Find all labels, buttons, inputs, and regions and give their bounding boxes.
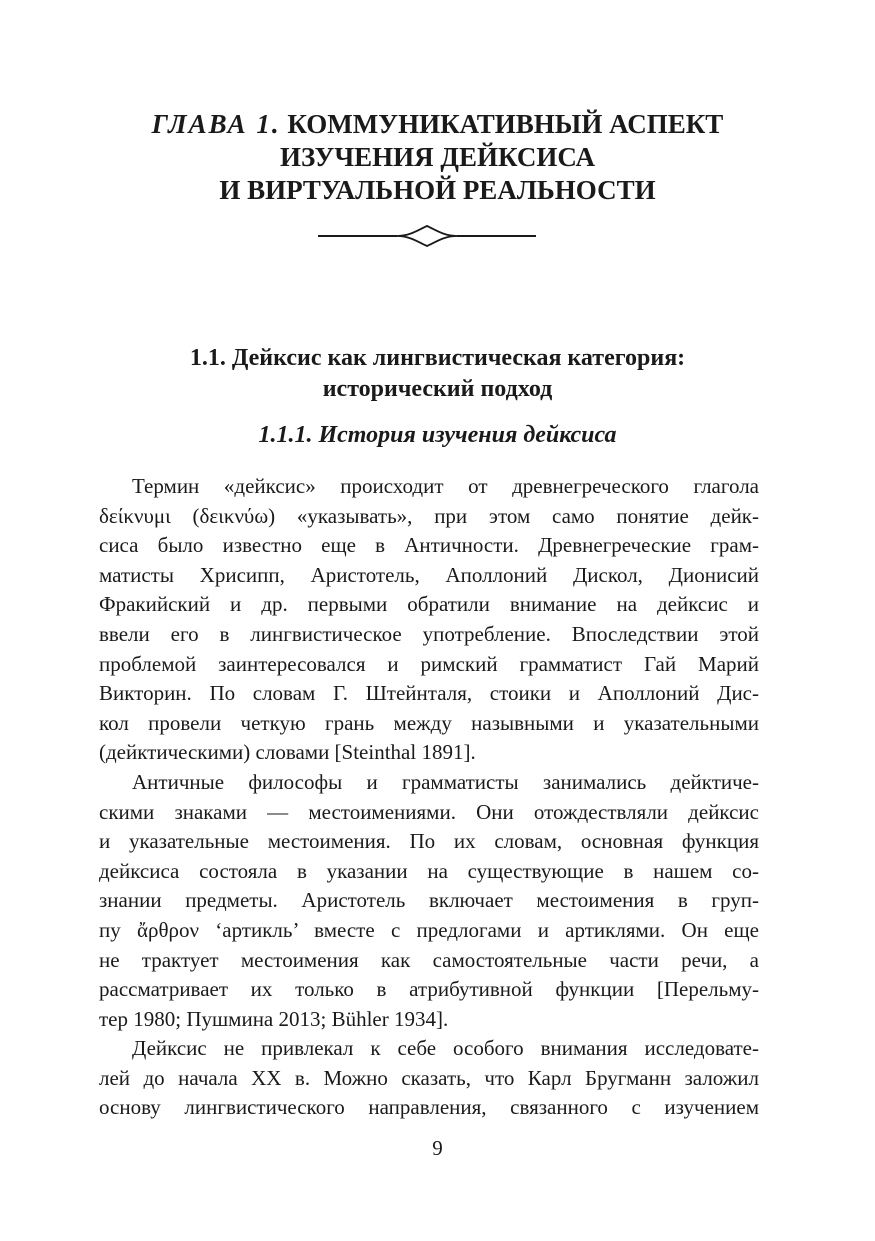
text-line: (дейктическими) словами [Steinthal 1891].	[99, 740, 476, 765]
text-line: скими знаками — местоимениями. Они отождествляли дейксис	[99, 799, 759, 824]
text-line: Термин «дейксис» происходит от древнегреческого глагола	[132, 474, 759, 498]
chapter-title-line-2: ИЗУЧЕНИЯ ДЕЙКСИСА	[279, 142, 596, 172]
text-line: дейксиса состояла в указании на существующие в нашем со-	[99, 858, 759, 883]
text-line: лей до начала XX в. Можно сказать, что Карл Бругманн заложил	[99, 1065, 759, 1090]
text-line: δείκνυμι (δεικνύω) «указывать», при этом само понятие дейк-	[99, 503, 759, 528]
text-line: и указательные местоимения. По их словам, основная функция	[99, 829, 759, 854]
chapter-heading-line-1	[0, 108, 875, 141]
chapter-title-line-3: И ВИРТУАЛЬНОЙ РЕАЛЬНОСТИ	[219, 175, 656, 205]
text-line: не трактует местоимения как самостоятельные части речи, а	[99, 947, 759, 972]
section-title-line-2: исторический подход	[322, 376, 553, 402]
ornament-divider	[318, 224, 536, 248]
paragraph	[99, 472, 759, 768]
text-line: рассматривает их только в атрибутивной функции [Перельму-	[99, 977, 759, 1002]
body-text	[99, 472, 759, 1123]
text-line: матисты Хрисипп, Аристотель, Аполлоний Дискол, Дионисий	[99, 562, 759, 587]
subsection-title: 1.1.1. История изучения дейксиса	[258, 422, 617, 448]
paragraph	[99, 768, 759, 1034]
text-line: пу ἄρθρον ‘артикль’ вместе с предлогами и артиклями. Он еще	[99, 917, 759, 942]
text-line: сиса было известно еще в Античности. Древнегреческие грам-	[99, 533, 759, 558]
paragraph	[99, 1034, 759, 1123]
text-line: Викторин. По словам Г. Штейнталя, стоики и Аполлоний Дис-	[99, 681, 759, 706]
chapter-heading	[0, 108, 875, 207]
chapter-title-line-1: КОММУНИКАТИВНЫЙ АСПЕКТ	[287, 109, 724, 139]
page-number: 9	[432, 1136, 443, 1160]
text-line: тер 1980; Пушмина 2013; Bühler 1934].	[99, 1006, 449, 1031]
text-line: знании предметы. Аристотель включает местоимения в груп-	[99, 888, 759, 913]
text-line: основу лингвистического направления, связанного с изучением	[99, 1095, 759, 1120]
text-line: Фракийский и др. первыми обратили внимание на дейксис и	[99, 592, 759, 617]
text-line: Дейксис не привлекал к себе особого внимания исследовате-	[132, 1036, 759, 1061]
section-title	[0, 343, 875, 405]
text-line: ввели его в лингвистическое употребление. Впоследствии этой	[99, 621, 759, 646]
text-line: проблемой заинтересовался и римский грамматист Гай Марий	[99, 651, 759, 676]
text-line: Античные философы и грамматисты занимались дейктиче-	[132, 769, 759, 794]
section-title-line-1: 1.1. Дейксис как лингвистическая категория:	[189, 345, 686, 371]
chapter-label: ГЛАВА 1.	[151, 109, 281, 139]
text-line: кол провели четкую грань между назывными и указательными	[99, 710, 759, 735]
